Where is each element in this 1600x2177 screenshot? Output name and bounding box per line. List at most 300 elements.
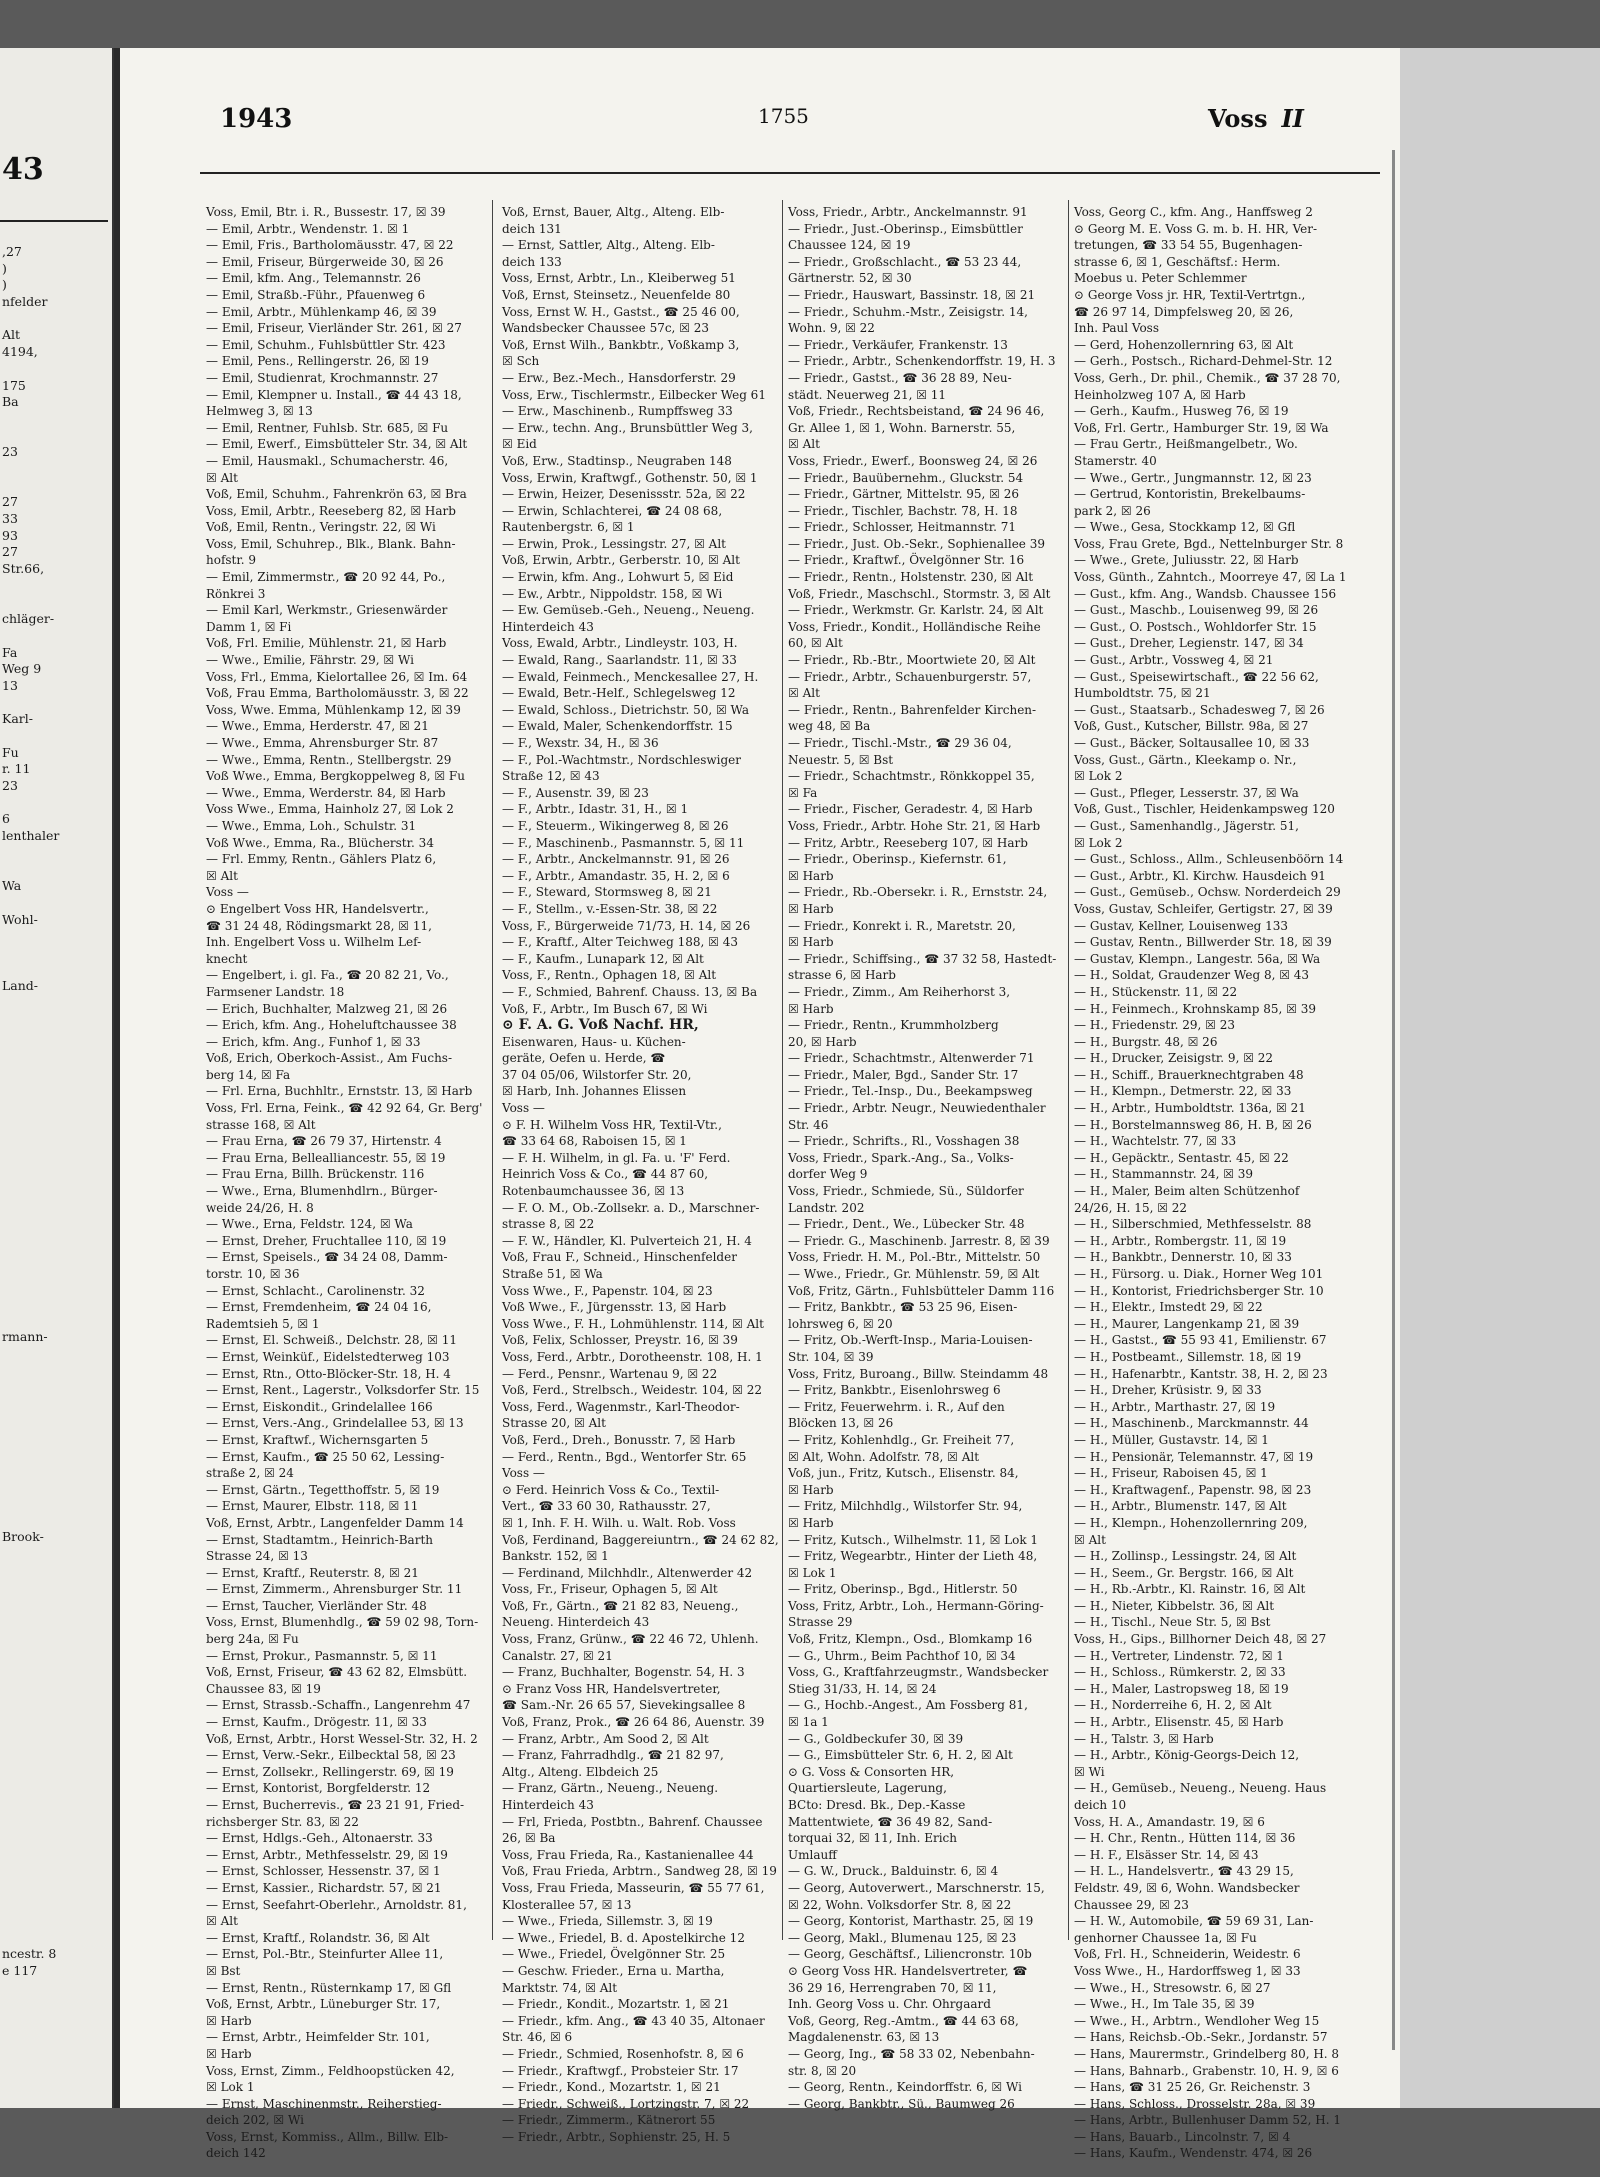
directory-entry-line: Voss, Ewald, Arbtr., Lindleystr. 103, H. <box>502 636 738 651</box>
directory-entry-line: Voss, H., Gips., Billhorner Deich 48, ☒ 27 <box>1074 1632 1327 1647</box>
facing-page-fragment <box>2 1312 108 1329</box>
facing-page-fragment <box>2 1813 108 1830</box>
directory-entry-line: Voß, Emil, Schuhm., Fahrenkrön 63, ☒ Bra <box>206 487 467 502</box>
facing-page-fragment <box>2 1929 108 1946</box>
directory-entry-line: Voss, Friedr., Kondit., Holländische Reihe <box>788 619 1041 634</box>
directory-entry-line: — Friedr., Arbtr., Schauenburgerstr. 57, <box>788 669 1032 684</box>
directory-entry-line: torstr. 10, ☒ 36 <box>206 1267 300 1281</box>
directory-entry-line: — Franz, Arbtr., Am Sood 2, ☒ Alt <box>502 1731 709 1746</box>
directory-entry-line: 60, ☒ Alt <box>788 636 843 651</box>
directory-entry-line: Voss, Gustav, Schleifer, Gertigstr. 27, ☒ 39 <box>1074 901 1333 916</box>
facing-page-fragment: 6 <box>2 811 10 827</box>
facing-page-fragment <box>2 1245 108 1262</box>
directory-entry-line: Helmweg 3, ☒ 13 <box>206 404 313 419</box>
directory-entry-line: Voß, Ernst, Arbtr., Langenfelder Damm 14 <box>206 1515 464 1530</box>
directory-entry-line: Neueng. Hinterdeich 43 <box>502 1615 650 1630</box>
directory-entry-line: — H., Klempn., Detmerstr. 22, ☒ 33 <box>1074 1084 1292 1099</box>
facing-page-fragment <box>2 1713 108 1730</box>
directory-entry-line: 20, ☒ Harb <box>788 1034 857 1049</box>
directory-entry-line: — Ernst, Sattler, Altg., Alteng. Elb- <box>502 238 715 253</box>
facing-page-fragment <box>2 1229 108 1246</box>
directory-entry-line: — F., Wexstr. 34, H., ☒ 36 <box>502 736 659 750</box>
column-divider <box>492 200 493 1940</box>
directory-entry-line: Magdalenenstr. 63, ☒ 13 <box>788 2030 940 2045</box>
directory-entry-line: Feldstr. 49, ☒ 6, Wohn. Wandsbecker <box>1074 1880 1300 1895</box>
directory-entry-line: hofstr. 9 <box>206 553 257 568</box>
directory-entry-line: — H., Bankbtr., Dennerstr. 10, ☒ 33 <box>1074 1250 1292 1265</box>
directory-entry-line: — Emil, Studienrat, Krochmannstr. 27 <box>206 370 439 385</box>
directory-entry-line: Voss, Emil, Btr. i. R., Bussestr. 17, ☒ 39 <box>206 205 446 219</box>
facing-page-fragment <box>2 311 108 328</box>
facing-page-fragment <box>2 1462 108 1479</box>
directory-entry-line: Voss, Frau Frieda, Masseurin, ☎ 55 77 61, <box>502 1880 765 1895</box>
directory-entry-line: — H. W., Automobile, ☎ 59 69 31, Lan- <box>1074 1914 1314 1929</box>
directory-column-3 <box>788 204 1074 2111</box>
directory-entry-line: — Emil, kfm. Ang., Telemannstr. 26 <box>206 271 421 286</box>
facing-page-fragment <box>2 1145 108 1162</box>
directory-entry-line: — Fritz, Arbtr., Reeseberg 107, ☒ Harb <box>788 835 1028 850</box>
facing-page-fragment: 13 <box>2 677 18 693</box>
facing-page-number: 43 <box>2 152 44 187</box>
directory-entry-line: 36 29 16, Herrengraben 70, ☒ 11, <box>788 1980 997 1995</box>
directory-entry-line: ☒ Lok 2 <box>1074 835 1123 850</box>
directory-entry-line: — H., Norderreihe 6, H. 2, ☒ Alt <box>1074 1698 1272 1713</box>
facing-page-fragment <box>2 861 108 878</box>
directory-entry-line: — Erwin, kfm. Ang., Lohwurt 5, ☒ Eid <box>502 570 734 585</box>
directory-entry-line: — Gerd, Hohenzollernring 63, ☒ Alt <box>1074 337 1294 352</box>
directory-entry-line: — Fritz, Bankbtr., ☎ 53 25 96, Eisen- <box>788 1300 1018 1315</box>
directory-entry-line: Rautenbergstr. 6, ☒ 1 <box>502 520 635 535</box>
directory-entry-line: deich 133 <box>502 254 562 269</box>
facing-page-fragment: Wa <box>2 878 22 894</box>
directory-entry-line: — Gust., Staatsarb., Schadesweg 7, ☒ 26 <box>1074 702 1325 717</box>
directory-entry-line: — Ernst, Kraftf., Rolandstr. 36, ☒ Alt <box>206 1930 430 1945</box>
directory-entry-line: ⊙ Ferd. Heinrich Voss & Co., Textil- <box>502 1482 720 1497</box>
directory-entry-line: strasse 6, ☒ 1, Geschäftsf.: Herm. <box>1074 254 1281 269</box>
directory-entry-line: Vert., ☎ 33 60 30, Rathausstr. 27, <box>502 1499 711 1514</box>
directory-entry-line: — H., Dreher, Krüsistr. 9, ☒ 33 <box>1074 1383 1262 1398</box>
directory-entry-line: — Fritz, Milchhdlg., Wilstorfer Str. 94, <box>788 1499 1023 1514</box>
directory-entry-line: Voss, Fr., Friseur, Ophagen 5, ☒ Alt <box>502 1582 718 1597</box>
directory-entry-line: Heinrich Voss & Co., ☎ 44 87 60, <box>502 1167 709 1182</box>
facing-page-fragment: rmann- <box>2 1328 48 1344</box>
directory-entry-line: — H., Soldat, Graudenzer Weg 8, ☒ 43 <box>1074 968 1310 983</box>
directory-entry-line: Rönkrei 3 <box>206 586 266 601</box>
facing-page-fragment <box>2 1662 108 1679</box>
directory-entry-line: — H., Burgstr. 48, ☒ 26 <box>1074 1034 1218 1049</box>
directory-entry-line: — Friedr., Bauübernehm., Gluckstr. 54 <box>788 470 1024 485</box>
facing-page-fragment <box>2 962 108 979</box>
directory-entry-line: — H. L., Handelsvertr., ☎ 43 29 15, <box>1074 1864 1294 1879</box>
directory-entry-line: Heinholzweg 107 A, ☒ Harb <box>1074 387 1246 402</box>
directory-entry-line: — Friedr., Just.-Oberinsp., Eimsbüttler <box>788 221 1023 236</box>
directory-entry-line: Wandsbecker Chaussee 57c, ☒ 23 <box>502 321 710 336</box>
directory-entry-line: — Gust., Arbtr., Kl. Kirchw. Hausdeich 91 <box>1074 868 1326 883</box>
directory-entry-line: Strasse 24, ☒ 13 <box>206 1549 308 1564</box>
directory-entry-line: Quartiersleute, Lagerung, <box>788 1781 947 1796</box>
directory-entry-line: — Erw., Maschinenb., Rumpffsweg 33 <box>502 404 733 419</box>
directory-entry-line: Voß, Ernst, Bauer, Altg., Alteng. Elb- <box>502 205 725 219</box>
facing-page-fragment <box>2 1696 108 1713</box>
directory-entry-line: — Wwe., Emilie, Fährstr. 29, ☒ Wi <box>206 653 414 668</box>
directory-entry-line: — H., Gemüseb., Neueng., Neueng. Haus <box>1074 1781 1327 1796</box>
directory-entry-line: Eisenwaren, Haus- u. Küchen- <box>502 1034 686 1049</box>
facing-page-fragment: Fa <box>2 644 18 660</box>
directory-entry-line: ☒ Alt <box>206 868 238 883</box>
facing-page-fragment <box>2 1028 108 1045</box>
directory-entry-line: — Friedr., Just. Ob.-Sekr., Sophienallee 39 <box>788 536 1045 551</box>
directory-entry-line: ☒ Harb <box>788 901 834 916</box>
directory-entry-line: — Gerh., Kaufm., Husweg 76, ☒ 19 <box>1074 404 1289 419</box>
directory-entry-line: — H., Talstr. 3, ☒ Harb <box>1074 1731 1214 1746</box>
facing-page-fragment <box>2 1763 108 1780</box>
directory-entry-line: dorfer Weg 9 <box>788 1167 868 1182</box>
directory-entry-line: — Friedr., Zimmerm., Kätnerort 55 <box>502 2113 716 2128</box>
directory-entry-line: — Ernst, Arbtr., Methfesselstr. 29, ☒ 19 <box>206 1847 448 1862</box>
directory-entry-line: — Friedr., Großschlacht., ☎ 53 23 44, <box>788 254 1022 269</box>
directory-entry-line: — Wwe., H., Stresowstr. 6, ☒ 27 <box>1074 1980 1271 1995</box>
facing-page-fragment <box>2 1045 108 1062</box>
directory-entry-line: — Hans, Reichsb.-Ob.-Sekr., Jordanstr. 57 <box>1074 2030 1328 2045</box>
directory-entry-line: Voss — <box>206 885 249 900</box>
directory-entry-line: — H., Gepäcktr., Sentastr. 45, ☒ 22 <box>1074 1150 1289 1165</box>
directory-entry-line: — G. W., Druck., Balduinstr. 6, ☒ 4 <box>788 1864 999 1879</box>
directory-entry-line: — F., Steuerm., Wikingerweg 8, ☒ 26 <box>502 818 729 833</box>
facing-page-fragment: ,27 <box>2 244 22 259</box>
directory-entry-line: ☒ Harb <box>788 1515 834 1530</box>
directory-column-1 <box>206 204 492 2161</box>
directory-entry-line: Voß, Ernst, Steinsetz., Neuenfelde 80 <box>502 287 731 302</box>
directory-entry-line: — Georg, Makl., Blumenau 125, ☒ 23 <box>788 1930 1017 1945</box>
facing-page-fragment <box>2 1412 108 1429</box>
header-section: II <box>1281 104 1304 133</box>
directory-entry-line: Voss, Ernst, Kommiss., Allm., Billw. Elb- <box>206 2129 449 2144</box>
directory-entry-line: Stieg 31/33, H. 14, ☒ 24 <box>788 1681 937 1696</box>
directory-entry-line: — Friedr., Hauswart, Bassinstr. 18, ☒ 21 <box>788 287 1036 302</box>
directory-entry-line: Voß, Frau Emma, Bartholomäusstr. 3, ☒ 22 <box>206 686 469 701</box>
directory-entry-line: — Ew. Gemüseb.-Geh., Neueng., Neueng. <box>502 603 755 618</box>
directory-entry-line: Farmsener Landstr. 18 <box>206 984 345 999</box>
directory-entry-line: Voß Wwe., F., Jürgensstr. 13, ☒ Harb <box>502 1300 727 1315</box>
directory-entry-line: Voß, Friedr., Maschschl., Stormstr. 3, ☒ Alt <box>788 586 1051 601</box>
directory-entry-line: — Wwe., Friedel, B. d. Apostelkirche 12 <box>502 1930 745 1945</box>
directory-entry-line: — Gust., Arbtr., Vossweg 4, ☒ 21 <box>1074 653 1274 668</box>
directory-entry-line: Voss, Ernst W. H., Gastst., ☎ 25 46 00, <box>502 304 740 319</box>
directory-entry-line: — Friedr., Tischler, Bachstr. 78, H. 18 <box>788 503 1018 518</box>
directory-entry-line: — H., Zollinsp., Lessingstr. 24, ☒ Alt <box>1074 1549 1297 1564</box>
directory-entry-line: — Wwe., Emma, Ahrensburger Str. 87 <box>206 736 439 750</box>
directory-entry-line: knecht <box>206 951 248 966</box>
directory-entry-line: straße 2, ☒ 24 <box>206 1466 294 1481</box>
directory-entry-line: str. 8, ☒ 20 <box>788 2063 857 2078</box>
facing-page-fragment <box>2 1112 108 1129</box>
directory-entry-line: — Friedr., Gastst., ☎ 36 28 89, Neu- <box>788 370 1012 385</box>
directory-entry-line: — H., Friseur, Raboisen 45, ☒ 1 <box>1074 1466 1268 1481</box>
directory-entry-line: — Hans, Arbtr., Bullenhuser Damm 52, H. 1 <box>1074 2113 1342 2128</box>
directory-entry-line: Voss, Wwe. Emma, Mühlenkamp 12, ☒ 39 <box>206 702 461 717</box>
header-rule <box>200 172 1380 174</box>
directory-entry-line: ⊙ G. Voss & Consorten HR, <box>788 1764 955 1779</box>
facing-page-fragment: 4194, <box>2 344 38 360</box>
directory-entry-line: Bankstr. 152, ☒ 1 <box>502 1549 609 1564</box>
facing-page-fragment: Fu <box>2 744 19 760</box>
directory-entry-line: — Friedr., Kraftwf., Övelgönner Str. 16 <box>788 553 1025 568</box>
directory-entry-line: — Wwe., Erna, Blumenhdlrn., Bürger- <box>206 1184 438 1199</box>
directory-entry-line: — Ernst, Stadtamtm., Heinrich-Barth <box>206 1532 433 1547</box>
directory-entry-line: strasse 8, ☒ 22 <box>502 1217 595 1232</box>
directory-entry-line: — H., Feinmech., Krohnskamp 85, ☒ 39 <box>1074 1001 1317 1016</box>
facing-page-fragment <box>2 1345 108 1362</box>
directory-entry-line: — Wwe., Friedel, Övelgönner Str. 25 <box>502 1947 726 1962</box>
facing-page-fragment <box>2 695 108 712</box>
directory-entry-line: — Wwe., Friedr., Gr. Mühlenstr. 59, ☒ Alt <box>788 1267 1040 1281</box>
directory-entry-line: torquai 32, ☒ 11, Inh. Erich <box>788 1831 957 1846</box>
directory-entry-line: Voß, Ernst Wilh., Bankbtr., Voßkamp 3, <box>502 337 740 352</box>
directory-entry-line: — H., Arbtr., Humboldtstr. 136a, ☒ 21 <box>1074 1101 1306 1116</box>
directory-entry-line: — Erwin, Heizer, Desenissstr. 52a, ☒ 22 <box>502 487 746 502</box>
directory-entry-line: — Friedr., Tischl.-Mstr., ☎ 29 36 04, <box>788 736 1012 750</box>
directory-entry-line: Voss, F., Bürgerweide 71/73, H. 14, ☒ 26 <box>502 918 751 933</box>
directory-entry-line: — Gust., kfm. Ang., Wandsb. Chaussee 156 <box>1074 586 1337 601</box>
facing-page-fragment <box>2 1395 108 1412</box>
directory-entry-line: Voss, Emil, Schuhrep., Blk., Blank. Bahn- <box>206 536 456 551</box>
directory-entry-line: — Ernst, Zimmerm., Ahrensburger Str. 11 <box>206 1582 463 1597</box>
directory-entry-line: — F. W., Händler, Kl. Pulverteich 21, H. 4 <box>502 1233 752 1248</box>
directory-entry-line: Gärtnerstr. 52, ☒ 30 <box>788 271 912 286</box>
directory-entry-line: — Friedr., Kraftwgf., Probsteier Str. 17 <box>502 2063 739 2078</box>
directory-entry-line: — Wwe., Frieda, Sillemstr. 3, ☒ 19 <box>502 1914 713 1929</box>
directory-entry-line: strasse 168, ☒ Alt <box>206 1117 316 1132</box>
directory-entry-line: Voss, G., Kraftfahrzeugmstr., Wandsbecker <box>788 1665 1049 1680</box>
directory-entry-line: — F., Arbtr., Anckelmannstr. 91, ☒ 26 <box>502 852 730 867</box>
directory-entry-line: — Hans, Bahnarb., Grabenstr. 10, H. 9, ☒ 6 <box>1074 2063 1339 2078</box>
directory-entry-line: Voß, Frl. Emilie, Mühlenstr. 21, ☒ Harb <box>206 636 447 651</box>
directory-entry-line: — Friedr., Oberinsp., Kiefernstr. 61, <box>788 852 1007 867</box>
directory-entry-line: ☒ Lok 1 <box>788 1565 837 1580</box>
facing-page-fragment <box>2 728 108 745</box>
directory-entry-line: Voß, Erich, Oberkoch-Assist., Am Fuchs- <box>206 1051 453 1066</box>
facing-page-fragment <box>2 1729 108 1746</box>
directory-entry-line: — Wwe., H., Im Tale 35, ☒ 39 <box>1074 1997 1255 2012</box>
directory-entry-line: — Emil, Friseur, Bürgerweide 30, ☒ 26 <box>206 254 444 269</box>
directory-entry-line: — Gustav, Rentn., Billwerder Str. 18, ☒ 39 <box>1074 935 1332 950</box>
directory-entry-line: — Erwin, Prok., Lessingstr. 27, ☒ Alt <box>502 536 726 551</box>
directory-entry-line: — Georg, Autoverwert., Marschnerstr. 15, <box>788 1880 1045 1895</box>
directory-entry-line: — Emil, Rentner, Fuhlsb. Str. 685, ☒ Fu <box>206 420 449 435</box>
facing-page-fragment: 23 <box>2 444 18 460</box>
facing-page-fragment <box>2 845 108 862</box>
facing-page-fragment <box>2 1562 108 1579</box>
facing-page-fragment: lenthaler <box>2 828 60 844</box>
directory-entry-line: Voss, Frau Frieda, Ra., Kastanienallee 44 <box>502 1847 754 1862</box>
directory-entry-line: — Ernst, Gärtn., Tegetthoffstr. 5, ☒ 19 <box>206 1482 440 1497</box>
directory-entry-line: ☒ Harb <box>788 935 834 950</box>
directory-entry-line: Voss, Franz, Grünw., ☎ 22 46 72, Uhlenh. <box>502 1632 759 1647</box>
directory-entry-line: — H., Stammannstr. 24, ☒ 39 <box>1074 1167 1254 1182</box>
directory-entry-line: — Emil, Ewerf., Eimsbütteler Str. 34, ☒ Alt <box>206 437 468 452</box>
directory-entry-line: — Gust., Gemüseb., Ochsw. Norderdeich 29 <box>1074 885 1341 900</box>
directory-entry-line: — Ernst, Weinküf., Eidelstedterweg 103 <box>206 1349 450 1364</box>
directory-entry-line: — Wwe., Emma, Loh., Schulstr. 31 <box>206 818 417 833</box>
directory-entry-line: ☒ 22, Wohn. Volksdorfer Str. 8, ☒ 22 <box>788 1897 1012 1912</box>
directory-entry-line: — Ernst, Rtn., Otto-Blöcker-Str. 18, H. 4 <box>206 1366 451 1381</box>
directory-entry-line: Voß, Felix, Schlosser, Preystr. 16, ☒ 39 <box>502 1333 738 1348</box>
directory-entry-line: park 2, ☒ 26 <box>1074 503 1151 518</box>
directory-entry-line: — Ernst, Kaufm., Drögestr. 11, ☒ 33 <box>206 1715 427 1730</box>
directory-entry-line: — H., Borstelmannsweg 86, H. B, ☒ 26 <box>1074 1117 1312 1132</box>
directory-entry-line: — Wwe., Emma, Rentn., Stellbergstr. 29 <box>206 752 452 767</box>
directory-entry-line: Voss, H. A., Amandastr. 19, ☒ 6 <box>1074 1814 1265 1829</box>
facing-page-fragment: Land- <box>2 978 39 994</box>
directory-entry-line: ☒ Bst <box>206 1963 241 1978</box>
facing-page-fragment: 27 <box>2 494 18 510</box>
facing-page-fragment: e 117 <box>2 1962 38 1978</box>
directory-entry-line: — Fritz, Bankbtr., Eisenlohrsweg 6 <box>788 1383 1001 1398</box>
directory-entry-line: — Frl. Emmy, Rentn., Gählers Platz 6, <box>206 852 437 867</box>
directory-entry-line: — H., Stückenstr. 11, ☒ 22 <box>1074 984 1238 999</box>
directory-entry-line: — Ferd., Rentn., Bgd., Wentorfer Str. 65 <box>502 1449 747 1464</box>
facing-page-fragment <box>2 411 108 428</box>
directory-entry-line: Voß, Ferd., Dreh., Bonusstr. 7, ☒ Harb <box>502 1432 736 1447</box>
directory-entry-line: — F. O. M., Ob.-Zollsekr. a. D., Marschner- <box>502 1200 760 1215</box>
facing-page-text <box>2 244 108 1980</box>
facing-page-fragment: chläger- <box>2 611 55 627</box>
directory-entry-line: Stamerstr. 40 <box>1074 453 1157 468</box>
header-name: Voss <box>1208 104 1268 133</box>
directory-entry-line: — Frl, Frieda, Postbtn., Bahrenf. Chaussee <box>502 1814 763 1829</box>
directory-entry-line: — Ewald, Feinmech., Menckesallee 27, H. <box>502 669 759 684</box>
facing-page-fragment <box>2 1429 108 1446</box>
directory-entry-line: Voß Wwe., Emma, Bergkoppelweg 8, ☒ Fu <box>206 769 465 784</box>
directory-entry-line: ☒ Harb <box>206 2013 252 2028</box>
facing-page-fragment <box>2 945 108 962</box>
directory-column-4 <box>1074 204 1360 2161</box>
directory-entry-line: Straße 51, ☒ Wa <box>502 1267 603 1281</box>
directory-entry-line: Voß, Fritz, Klempn., Osd., Blomkamp 16 <box>788 1632 1033 1647</box>
facing-page-fragment <box>2 1012 108 1029</box>
directory-entry-line: — Friedr., Schachtmstr., Altenwerder 71 <box>788 1051 1035 1066</box>
directory-entry-line: — Friedr., Schlosser, Heitmannstr. 71 <box>788 520 1017 535</box>
directory-entry-line: — Frau Erna, ☎ 26 79 37, Hirtenstr. 4 <box>206 1134 442 1149</box>
directory-entry-line: — H., Maler, Beim alten Schützenhof <box>1074 1184 1300 1199</box>
facing-page-fragment: Brook- <box>2 1528 44 1544</box>
directory-entry-line: Voß, Erwin, Arbtr., Gerberstr. 10, ☒ Alt <box>502 553 740 568</box>
directory-entry-line: — Erich, Buchhalter, Malzweg 21, ☒ 26 <box>206 1001 448 1016</box>
directory-entry-line: ☒ Harb <box>206 2046 252 2061</box>
directory-entry-line: — Wwe., Gesa, Stockkamp 12, ☒ Gfl <box>1074 520 1296 535</box>
directory-entry-line: — Friedr., Werkmstr. Gr. Karlstr. 24, ☒ Alt <box>788 603 1044 618</box>
directory-entry-line: Chaussee 124, ☒ 19 <box>788 238 911 253</box>
directory-entry-line: — Ewald, Betr.-Helf., Schlegelsweg 12 <box>502 686 736 701</box>
directory-entry-line: — Friedr. G., Maschinenb. Jarrestr. 8, ☒ 39 <box>788 1233 1050 1248</box>
directory-entry-line: — F., Pol.-Wachtmstr., Nordschleswiger <box>502 752 741 767</box>
directory-entry-line: — Ew., Arbtr., Nippoldstr. 158, ☒ Wi <box>502 586 723 601</box>
directory-entry-line: Voß, Frl. H., Schneiderin, Weidestr. 6 <box>1074 1947 1301 1962</box>
directory-entry-line: ☒ Alt <box>206 1914 238 1929</box>
header-year: 1943 <box>220 104 293 134</box>
facing-page-fragment <box>2 1362 108 1379</box>
facing-page-fragment <box>2 1279 108 1296</box>
directory-entry-line: — Friedr., Tel.-Insp., Du., Beekampsweg <box>788 1084 1033 1099</box>
directory-entry-line: Chaussee 29, ☒ 23 <box>1074 1897 1189 1912</box>
directory-entry-line: — Emil, Straßb.-Führ., Pfauenweg 6 <box>206 287 426 302</box>
directory-entry-line: — Ernst, Seefahrt-Oberlehr., Arnoldstr. 81, <box>206 1897 467 1912</box>
directory-entry-line: Voss, Georg C., kfm. Ang., Hanffsweg 2 <box>1074 205 1313 219</box>
directory-entry-line: — Ferd., Pensnr., Wartenau 9, ☒ 22 <box>502 1366 718 1381</box>
directory-entry-line: — Georg, Bankbtr., Sü., Baumweg 26 <box>788 2096 1015 2111</box>
directory-entry-line: Voss, Günth., Zahntch., Moorreye 47, ☒ La 1 <box>1074 570 1347 585</box>
directory-entry-line: — Ernst, Taucher, Vierländer Str. 48 <box>206 1598 427 1613</box>
directory-entry-line: — H., Seem., Gr. Bergstr. 166, ☒ Alt <box>1074 1565 1294 1580</box>
facing-page-fragment <box>2 895 108 912</box>
directory-entry-line: — Frau Erna, Bellealliancestr. 55, ☒ 19 <box>206 1150 446 1165</box>
directory-entry-line: — Hans, ☎ 31 25 26, Gr. Reichenstr. 3 <box>1074 2080 1311 2095</box>
directory-entry-line: ☒ Harb <box>788 1001 834 1016</box>
facing-page <box>0 48 114 2108</box>
directory-entry-line: — F., Steward, Stormsweg 8, ☒ 21 <box>502 885 712 900</box>
directory-entry-line: deich 10 <box>1074 1798 1127 1812</box>
facing-page-fragment: Weg 9 <box>2 661 42 677</box>
directory-entry-line: Altg., Alteng. Elbdeich 25 <box>502 1764 659 1779</box>
directory-entry-line: Voß, Ernst, Friseur, ☎ 43 62 82, Elmsbütt. <box>206 1665 468 1680</box>
directory-entry-line: — Friedr., Kond., Mozartstr. 1, ☒ 21 <box>502 2080 721 2095</box>
directory-entry-line: — F., Stellm., v.-Essen-Str. 38, ☒ 22 <box>502 901 718 916</box>
directory-entry-line: städt. Neuerweg 21, ☒ 11 <box>788 387 947 402</box>
directory-entry-line: — Gust., Bäcker, Soltausallee 10, ☒ 33 <box>1074 736 1310 750</box>
directory-entry-line: — Ernst, Zollsekr., Rellingerstr. 69, ☒ 19 <box>206 1764 454 1779</box>
facing-page-fragment <box>2 1379 108 1396</box>
directory-entry-line: — H., Rb.-Arbtr., Kl. Rainstr. 16, ☒ Alt <box>1074 1582 1306 1597</box>
directory-entry-line: Voss, Emil, Arbtr., Reeseberg 82, ☒ Harb <box>206 503 456 518</box>
directory-entry-line: — F., Arbtr., Amandastr. 35, H. 2, ☒ 6 <box>502 868 730 883</box>
directory-entry-line: lohrsweg 6, ☒ 20 <box>788 1316 893 1331</box>
directory-entry-line: berg 14, ☒ Fa <box>206 1067 291 1082</box>
directory-entry-line: — Ernst, Pol.-Btr., Steinfurter Allee 11, <box>206 1947 444 1962</box>
directory-entry-line: tretungen, ☎ 33 54 55, Bugenhagen- <box>1074 238 1303 253</box>
facing-page-fragment <box>2 1512 108 1529</box>
directory-entry-line: ☒ Sch <box>502 354 540 369</box>
directory-entry-line: — H., Hafenarbtr., Kantstr. 38, H. 2, ☒ 23 <box>1074 1366 1328 1381</box>
facing-page-fragment <box>2 628 108 645</box>
directory-entry-line: Wohn. 9, ☒ 22 <box>788 321 875 336</box>
directory-entry-line: Blöcken 13, ☒ 26 <box>788 1416 894 1431</box>
directory-entry-line: Voß, Frau Frieda, Arbtrn., Sandweg 28, ☒ 19 <box>502 1864 777 1879</box>
directory-entry-line: — H. Chr., Rentn., Hütten 114, ☒ 36 <box>1074 1831 1296 1846</box>
facing-page-fragment <box>2 795 108 812</box>
directory-entry-line: 26, ☒ Ba <box>502 1831 556 1846</box>
directory-entry-line: Str. 46, ☒ 6 <box>502 2030 573 2045</box>
directory-entry-line: — Frau Erna, Billh. Brückenstr. 116 <box>206 1167 425 1182</box>
directory-entry-line: Voss Wwe., H., Hardorffsweg 1, ☒ 33 <box>1074 1963 1301 1978</box>
directory-entry-line: — Friedr., Konrekt i. R., Maretstr. 20, <box>788 918 1016 933</box>
directory-entry-line: — Friedr., Dent., We., Lübecker Str. 48 <box>788 1217 1025 1232</box>
directory-entry-line: ☒ Alt <box>788 437 820 452</box>
directory-entry-line: Voss, Gust., Gärtn., Kleekamp o. Nr., <box>1074 752 1297 767</box>
directory-entry-line: — H., Schiff., Brauerknechtgraben 48 <box>1074 1067 1304 1082</box>
facing-page-fragment <box>2 1846 108 1863</box>
directory-entry-line: — H., Nieter, Kibbelstr. 36, ☒ Alt <box>1074 1598 1275 1613</box>
directory-entry-line: ☒ Alt <box>1074 1532 1106 1547</box>
directory-entry-line: — F., Ausenstr. 39, ☒ 23 <box>502 785 649 800</box>
directory-entry-line: — Friedr., Maler, Bgd., Sander Str. 17 <box>788 1067 1019 1082</box>
facing-page-fragment <box>2 1863 108 1880</box>
directory-entry-line: — Ernst, Vers.-Ang., Grindelallee 53, ☒ 13 <box>206 1416 464 1431</box>
directory-entry-line: — Ernst, Rent., Lagerstr., Volksdorfer Str. 15 <box>206 1383 480 1398</box>
directory-entry-line: — Ernst, Kraftf., Reuterstr. 8, ☒ 21 <box>206 1565 419 1580</box>
directory-entry-line: — Gust., Maschb., Louisenweg 99, ☒ 26 <box>1074 603 1319 618</box>
directory-entry-line: Voss, Gerh., Dr. phil., Chemik., ☎ 37 28 70, <box>1074 370 1341 385</box>
facing-page-fragment <box>2 928 108 945</box>
